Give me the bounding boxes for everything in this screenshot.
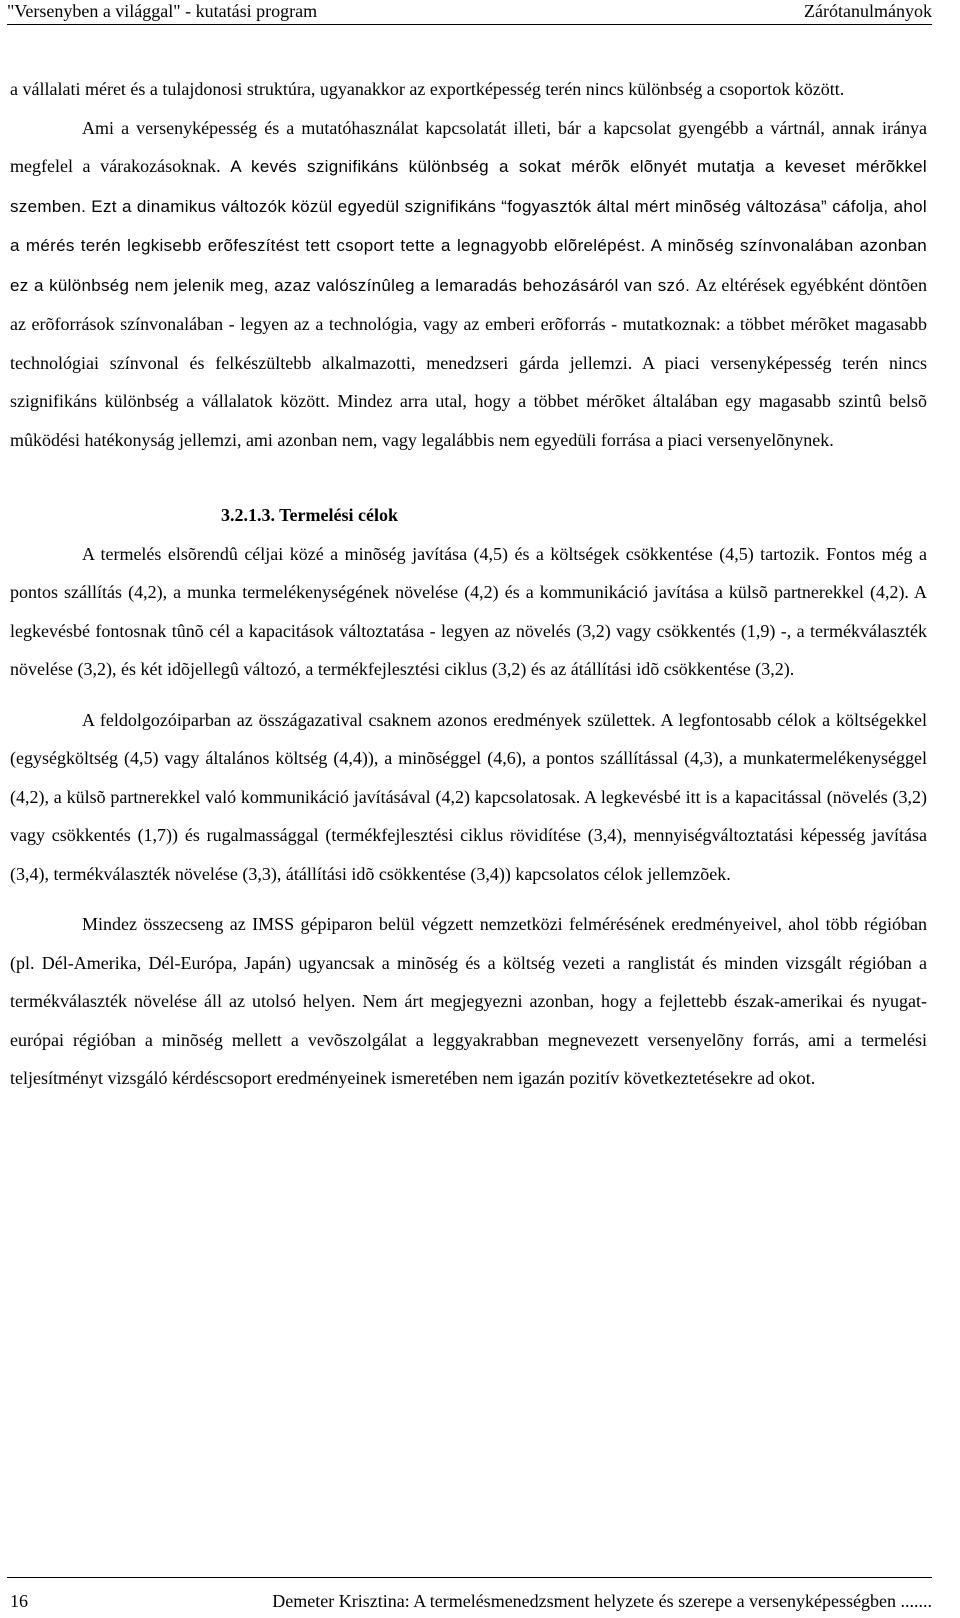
paragraph-segment: Az eltérések egyébként döntõen az erõforrások színvonalában - legyen az a technológia, vagy az emberi erõforrás - mutatkoznak: a többet mérõket magasabb technológiai színvonal és felkészültebb alkalmazotti, menedzseri gárda jellemzi. A piaci versenyképesség terén nincs szignifikáns különbség a vállalatok között. Mindez arra utal, hogy a többet mérõket általában egy magasabb szintû belsõ mûködési hatékonyság jellemzi, ami azonban nem, vagy legalábbis nem egyedüli forrása a piaci versenyelõnynek. xyxy=(10,274,927,450)
running-footer xyxy=(7,1577,932,1618)
body-text xyxy=(10,70,927,1098)
paragraph-versenykepesseg xyxy=(10,109,927,460)
header-series-title: Zárótanulmányok xyxy=(804,1,932,21)
paragraph-imss: Mindez összecseng az IMSS gépiparon belül végzett nemzetközi felmérésének eredményeivel, ahol több régióban (pl. Dél-Amerika, Dél-Európa, Japán) ugyancsak a minõség és a költség vezeti a ranglistát és minden vizsgált régióban a termékválaszték növelése áll az utolsó helyen. Nem árt megjegyezni azonban, hogy a fejlettebb észak-amerikai és nyugat-európai régióban a minõség mellett a vevõszolgálat a leggyakrabban megnevezett versenyelõny forrás, ami a termelési teljesítményt vizsgáló kérdéscsoport eredményeinek ismeretében nem igazán pozitív következtetésekre ad okot. xyxy=(10,914,927,1088)
running-header xyxy=(7,0,932,25)
paragraph-segment-sans: A kevés szignifikáns különbség a sokat mérõk elõnyét mutatja a keveset mérõkkel szemben. Ezt a dinamikus változók közül egyedül szignifikáns “fogyasztók által mért minõség változása” cáfolja, ahol a mérés terén legkisebb erõfeszítést tett csoport tette a legnagyobb elõrelépést. A minõség színvonalában azonban ez a különbség nem jelenik meg, azaz valószínûleg a lemaradás behozásáról van szó. xyxy=(10,157,928,295)
footer-credit: Demeter Krisztina: A termelésmenedzsment helyzete és szerepe a versenyképességben ....... xyxy=(272,1591,932,1611)
paragraph-termelesi-celok: A termelés elsõrendû céljai közé a minõség javítása (4,5) és a költségek csökkentése (4,5) tartozik. Fontos még a pontos szállítás (4,2), a munka termelékenységének növelése (4,2) és a kommunikáció javítása a külsõ partnerekkel (4,2). A legkevésbé fontosnak tûnõ cél a kapacitások változtatása - legyen az növelés (3,2) vagy csökkentés (1,9) -, a termékválaszték növelése (3,2), és két idõjellegû változó, a termékfejlesztési ciklus (3,2) és az átállítási idõ csökkentése (3,2). xyxy=(10,543,927,679)
header-program-title: "Versenyben a világgal" - kutatási program xyxy=(7,1,318,21)
page-number: 16 xyxy=(10,1591,28,1611)
section-heading: 3.2.1.3. Termelési célok xyxy=(221,505,398,525)
paragraph-segment: Ami a versenyképesség és a mutatóhasználat kapcsolatát illeti, bár a kapcsolat gyengébb a vártnál, annak iránya megfelel a várakozásoknak. xyxy=(10,117,927,176)
paragraph-feldolgozoipar: A feldolgozóiparban az összágazatival csaknem azonos eredmények születtek. A legfontosabb célok a költségekkel (egységköltség (4,5) vagy általános költség (4,4)), a minõséggel (4,6), a pontos szállítással (4,3), a munkatermelékenységgel (4,2), a külsõ partnerekkel való kommunikáció javításával (4,2) kapcsolatosak. A legkevésbé itt is a kapacitással (növelés (3,2) vagy csökkentés (1,7)) és rugalmassággal (termékfejlesztési ciklus rövidítése (3,4), mennyiségváltoztatási képesség javítása (3,4), termékválaszték növelése (3,3), átállítási idõ csökkentése (3,4)) kapcsolatos célok jellemzõek. xyxy=(10,709,927,884)
paragraph-continuation: a vállalati méret és a tulajdonosi struktúra, ugyanakkor az exportképesség terén nincs különbség a csoportok között. xyxy=(10,79,845,99)
